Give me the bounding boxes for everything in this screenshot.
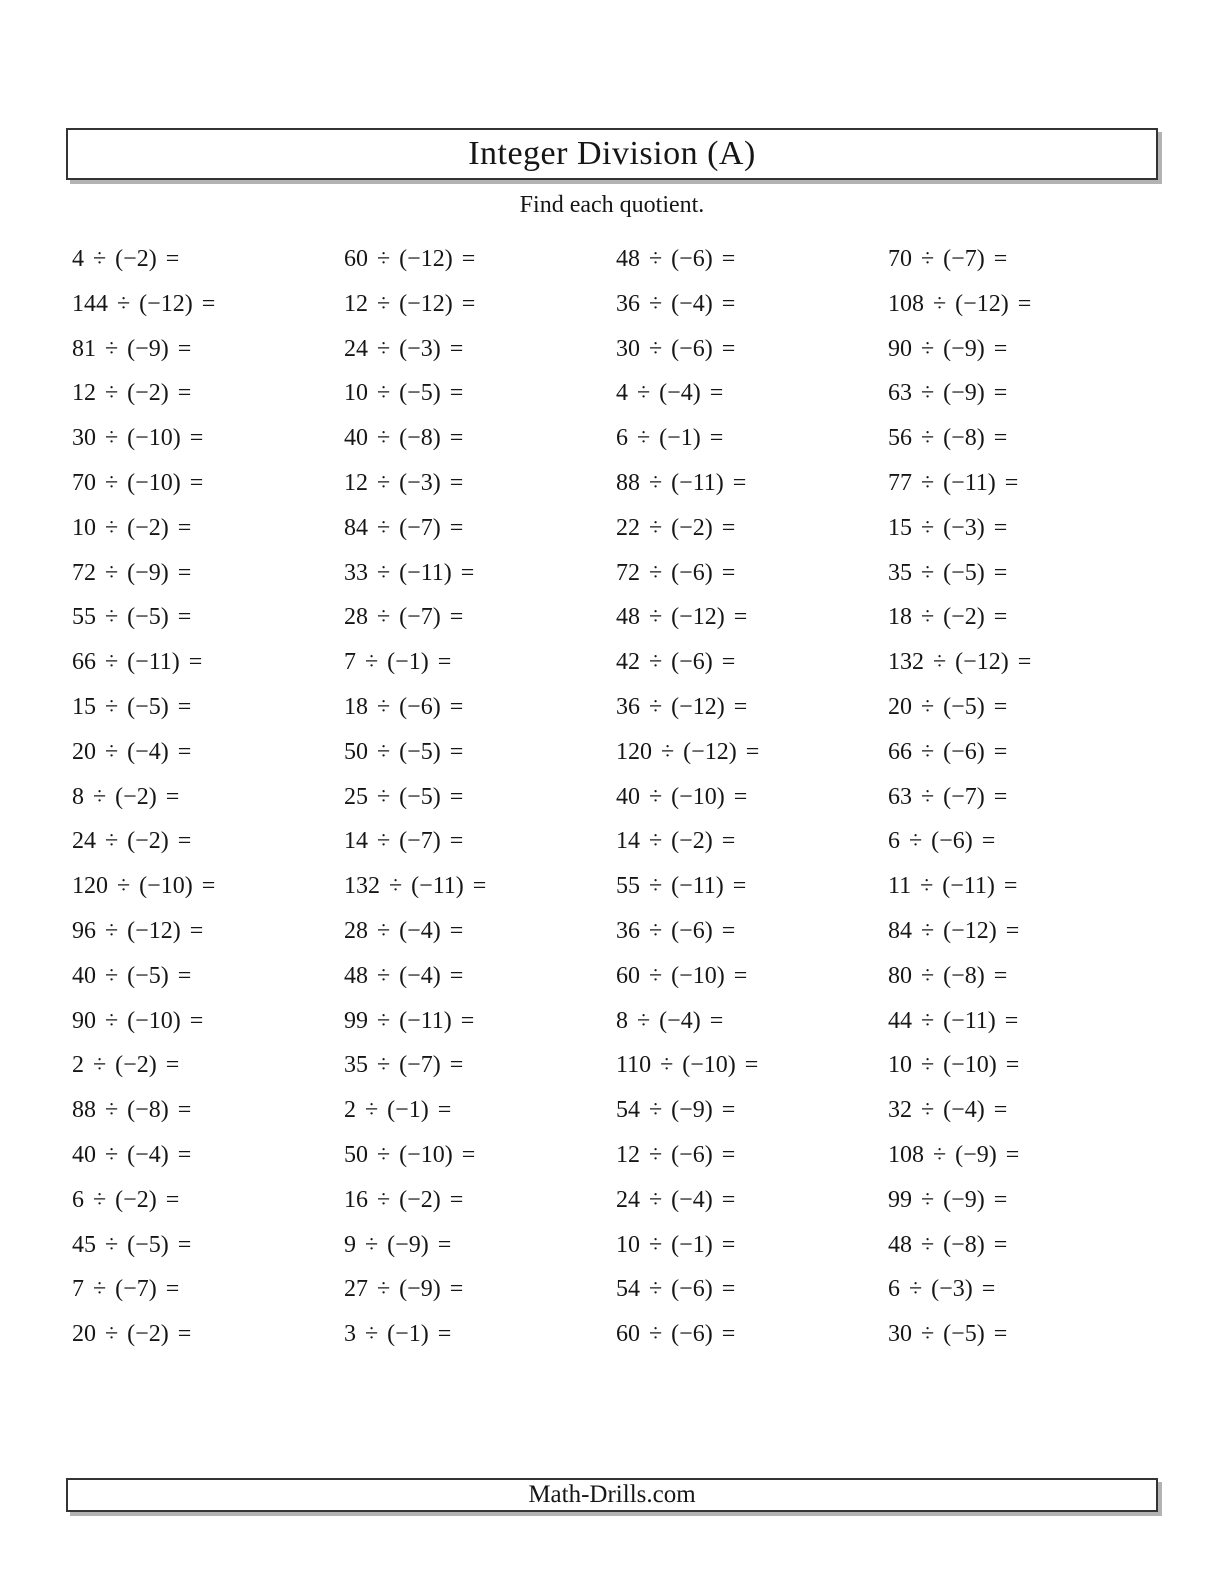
problem: 40 ÷ (−8) = bbox=[344, 425, 464, 452]
problem: 24 ÷ (−2) = bbox=[72, 828, 192, 855]
problem: 12 ÷ (−2) = bbox=[72, 380, 192, 407]
problem: 40 ÷ (−10) = bbox=[616, 783, 748, 810]
problem: 4 ÷ (−4) = bbox=[616, 380, 724, 407]
problem: 15 ÷ (−3) = bbox=[888, 514, 1008, 541]
problem: 40 ÷ (−5) = bbox=[72, 962, 192, 989]
problem: 70 ÷ (−10) = bbox=[72, 469, 204, 496]
problem: 108 ÷ (−12) = bbox=[888, 290, 1032, 317]
problem: 18 ÷ (−2) = bbox=[888, 604, 1008, 631]
footer-brand: Math-Drills.com bbox=[528, 1481, 696, 1508]
problem: 48 ÷ (−4) = bbox=[344, 962, 464, 989]
problem: 54 ÷ (−6) = bbox=[616, 1276, 736, 1303]
problem: 81 ÷ (−9) = bbox=[72, 335, 192, 362]
problem: 144 ÷ (−12) = bbox=[72, 290, 216, 317]
problem: 30 ÷ (−5) = bbox=[888, 1321, 1008, 1348]
problem: 10 ÷ (−2) = bbox=[72, 514, 192, 541]
problem: 84 ÷ (−7) = bbox=[344, 514, 464, 541]
problem: 50 ÷ (−10) = bbox=[344, 1141, 476, 1168]
problem: 4 ÷ (−2) = bbox=[72, 246, 180, 272]
problem: 40 ÷ (−4) = bbox=[72, 1141, 192, 1168]
problem: 42 ÷ (−6) = bbox=[616, 649, 736, 676]
problem: 11 ÷ (−11) = bbox=[888, 873, 1018, 900]
problem: 66 ÷ (−6) = bbox=[888, 738, 1008, 765]
problem: 90 ÷ (−10) = bbox=[72, 1007, 204, 1034]
problem: 8 ÷ (−2) = bbox=[72, 783, 180, 810]
problem: 12 ÷ (−3) = bbox=[344, 469, 464, 496]
problem: 10 ÷ (−1) = bbox=[616, 1231, 736, 1258]
problem: 10 ÷ (−5) = bbox=[344, 380, 464, 407]
problem-column-4 bbox=[888, 237, 1158, 1357]
problem: 12 ÷ (−12) = bbox=[344, 290, 476, 317]
footer-box bbox=[66, 1478, 1158, 1512]
problem: 80 ÷ (−8) = bbox=[888, 962, 1008, 989]
problem: 66 ÷ (−11) = bbox=[72, 649, 203, 676]
problem: 6 ÷ (−3) = bbox=[888, 1276, 996, 1303]
problem: 55 ÷ (−11) = bbox=[616, 873, 747, 900]
problem: 60 ÷ (−10) = bbox=[616, 962, 748, 989]
problem: 48 ÷ (−12) = bbox=[616, 604, 748, 631]
problem: 28 ÷ (−4) = bbox=[344, 917, 464, 944]
problem-column-2 bbox=[344, 237, 614, 1357]
title-box bbox=[66, 128, 1158, 180]
problem: 27 ÷ (−9) = bbox=[344, 1276, 464, 1303]
problem: 14 ÷ (−7) = bbox=[344, 828, 464, 855]
problem: 54 ÷ (−9) = bbox=[616, 1097, 736, 1124]
problem: 120 ÷ (−12) = bbox=[616, 738, 760, 765]
problem: 48 ÷ (−8) = bbox=[888, 1231, 1008, 1258]
problem: 33 ÷ (−11) = bbox=[344, 559, 475, 586]
problem: 77 ÷ (−11) = bbox=[888, 469, 1019, 496]
problem: 132 ÷ (−11) = bbox=[344, 873, 487, 900]
problem: 6 ÷ (−6) = bbox=[888, 828, 996, 855]
problem: 63 ÷ (−7) = bbox=[888, 783, 1008, 810]
problem: 60 ÷ (−6) = bbox=[616, 1321, 736, 1348]
problem: 30 ÷ (−10) = bbox=[72, 425, 204, 452]
problem: 15 ÷ (−5) = bbox=[72, 693, 192, 720]
problem: 7 ÷ (−1) = bbox=[344, 649, 452, 676]
problem: 30 ÷ (−6) = bbox=[616, 335, 736, 362]
problem: 25 ÷ (−5) = bbox=[344, 783, 464, 810]
problem: 35 ÷ (−5) = bbox=[888, 559, 1008, 586]
problem: 99 ÷ (−9) = bbox=[888, 1186, 1008, 1213]
problem: 88 ÷ (−8) = bbox=[72, 1097, 192, 1124]
problem: 36 ÷ (−4) = bbox=[616, 290, 736, 317]
problem: 22 ÷ (−2) = bbox=[616, 514, 736, 541]
problem-column-3 bbox=[616, 237, 886, 1357]
problem: 36 ÷ (−6) = bbox=[616, 917, 736, 944]
problem: 6 ÷ (−1) = bbox=[616, 425, 724, 452]
problem: 132 ÷ (−12) = bbox=[888, 649, 1032, 676]
problem: 3 ÷ (−1) = bbox=[344, 1321, 452, 1348]
problem: 7 ÷ (−7) = bbox=[72, 1276, 180, 1303]
problem: 56 ÷ (−8) = bbox=[888, 425, 1008, 452]
problem: 45 ÷ (−5) = bbox=[72, 1231, 192, 1258]
problem: 35 ÷ (−7) = bbox=[344, 1052, 464, 1079]
problem: 50 ÷ (−5) = bbox=[344, 738, 464, 765]
problem: 44 ÷ (−11) = bbox=[888, 1007, 1019, 1034]
problem: 48 ÷ (−6) = bbox=[616, 246, 736, 272]
problem: 90 ÷ (−9) = bbox=[888, 335, 1008, 362]
problem: 84 ÷ (−12) = bbox=[888, 917, 1020, 944]
problem: 99 ÷ (−11) = bbox=[344, 1007, 475, 1034]
worksheet-title: Integer Division (A) bbox=[468, 135, 756, 172]
problem: 18 ÷ (−6) = bbox=[344, 693, 464, 720]
problem: 96 ÷ (−12) = bbox=[72, 917, 204, 944]
problem: 88 ÷ (−11) = bbox=[616, 469, 747, 496]
problem: 108 ÷ (−9) = bbox=[888, 1141, 1020, 1168]
problem: 55 ÷ (−5) = bbox=[72, 604, 192, 631]
problem: 28 ÷ (−7) = bbox=[344, 604, 464, 631]
problem: 16 ÷ (−2) = bbox=[344, 1186, 464, 1213]
problem: 110 ÷ (−10) = bbox=[616, 1052, 759, 1079]
problem: 70 ÷ (−7) = bbox=[888, 246, 1008, 272]
instruction-text: Find each quotient. bbox=[519, 192, 705, 218]
problem: 8 ÷ (−4) = bbox=[616, 1007, 724, 1034]
problem: 20 ÷ (−5) = bbox=[888, 693, 1008, 720]
problem: 20 ÷ (−2) = bbox=[72, 1321, 192, 1348]
problem: 36 ÷ (−12) = bbox=[616, 693, 748, 720]
problem: 24 ÷ (−4) = bbox=[616, 1186, 736, 1213]
problem: 63 ÷ (−9) = bbox=[888, 380, 1008, 407]
problem: 9 ÷ (−9) = bbox=[344, 1231, 452, 1258]
problem-column-1 bbox=[72, 237, 342, 1357]
problem: 72 ÷ (−9) = bbox=[72, 559, 192, 586]
problem: 24 ÷ (−3) = bbox=[344, 335, 464, 362]
problem: 120 ÷ (−10) = bbox=[72, 873, 216, 900]
problem: 2 ÷ (−1) = bbox=[344, 1097, 452, 1124]
problem: 6 ÷ (−2) = bbox=[72, 1186, 180, 1213]
problem: 72 ÷ (−6) = bbox=[616, 559, 736, 586]
problem: 10 ÷ (−10) = bbox=[888, 1052, 1020, 1079]
problem-grid bbox=[0, 237, 1224, 1357]
problem: 60 ÷ (−12) = bbox=[344, 246, 476, 272]
problem: 14 ÷ (−2) = bbox=[616, 828, 736, 855]
problem: 12 ÷ (−6) = bbox=[616, 1141, 736, 1168]
problem: 2 ÷ (−2) = bbox=[72, 1052, 180, 1079]
problem: 20 ÷ (−4) = bbox=[72, 738, 192, 765]
problem: 32 ÷ (−4) = bbox=[888, 1097, 1008, 1124]
